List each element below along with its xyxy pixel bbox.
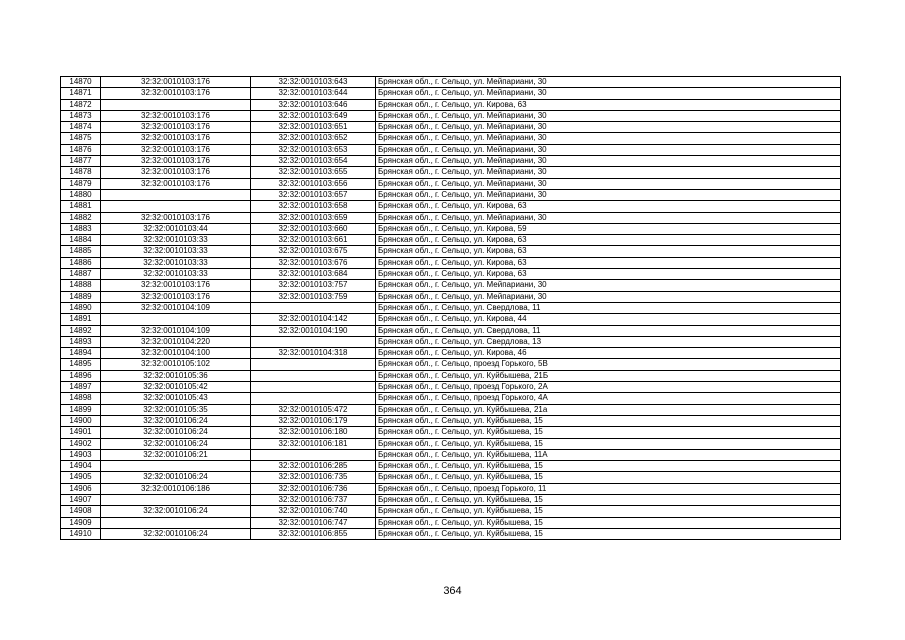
object-number-cell: 32:32:0010104:318 (251, 348, 376, 359)
address-cell: Брянская обл., г. Сельцо, ул. Мейпариани, 30 (376, 189, 841, 200)
row-number-cell: 14884 (61, 235, 101, 246)
table-row (61, 359, 841, 370)
table-row (61, 494, 841, 505)
object-number-cell: 32:32:0010103:659 (251, 212, 376, 223)
object-number-cell (251, 370, 376, 381)
table-row (61, 133, 841, 144)
object-number-cell: 32:32:0010105:472 (251, 404, 376, 415)
table-row (61, 110, 841, 121)
parcel-number-cell: 32:32:0010105:102 (101, 359, 251, 370)
object-number-cell (251, 359, 376, 370)
row-number-cell: 14899 (61, 404, 101, 415)
table-row (61, 314, 841, 325)
object-number-cell: 32:32:0010103:646 (251, 99, 376, 110)
object-number-cell (251, 302, 376, 313)
row-number-cell: 14876 (61, 144, 101, 155)
address-cell: Брянская обл., г. Сельцо, проезд Горького, 5В (376, 359, 841, 370)
table-row (61, 144, 841, 155)
table-row (61, 415, 841, 426)
object-number-cell: 32:32:0010103:655 (251, 167, 376, 178)
row-number-cell: 14888 (61, 280, 101, 291)
row-number-cell: 14882 (61, 212, 101, 223)
row-number-cell: 14887 (61, 269, 101, 280)
address-cell: Брянская обл., г. Сельцо, ул. Куйбышева, 15 (376, 506, 841, 517)
object-number-cell: 32:32:0010106:735 (251, 472, 376, 483)
object-number-cell (251, 382, 376, 393)
row-number-cell: 14874 (61, 122, 101, 133)
table-row (61, 156, 841, 167)
address-cell: Брянская обл., г. Сельцо, ул. Свердлова, 13 (376, 336, 841, 347)
row-number-cell: 14903 (61, 449, 101, 460)
address-cell: Брянская обл., г. Сельцо, ул. Кирова, 59 (376, 223, 841, 234)
row-number-cell: 14895 (61, 359, 101, 370)
parcel-number-cell: 32:32:0010103:33 (101, 269, 251, 280)
object-number-cell: 32:32:0010103:651 (251, 122, 376, 133)
address-cell: Брянская обл., г. Сельцо, ул. Куйбышева, 15 (376, 415, 841, 426)
table-row (61, 336, 841, 347)
address-cell: Брянская обл., г. Сельцо, ул. Мейпариани, 30 (376, 280, 841, 291)
object-number-cell: 32:32:0010106:181 (251, 438, 376, 449)
row-number-cell: 14892 (61, 325, 101, 336)
address-cell: Брянская обл., г. Сельцо, ул. Кирова, 46 (376, 348, 841, 359)
object-number-cell: 32:32:0010106:285 (251, 461, 376, 472)
registry-table-body (61, 77, 841, 540)
parcel-number-cell: 32:32:0010103:176 (101, 178, 251, 189)
row-number-cell: 14878 (61, 167, 101, 178)
table-row (61, 449, 841, 460)
table-row (61, 212, 841, 223)
row-number-cell: 14879 (61, 178, 101, 189)
address-cell: Брянская обл., г. Сельцо, ул. Куйбышева, 15 (376, 472, 841, 483)
address-cell: Брянская обл., г. Сельцо, ул. Кирова, 63 (376, 257, 841, 268)
row-number-cell: 14881 (61, 201, 101, 212)
parcel-number-cell: 32:32:0010106:24 (101, 506, 251, 517)
object-number-cell: 32:32:0010106:737 (251, 494, 376, 505)
table-row (61, 325, 841, 336)
table-row (61, 280, 841, 291)
parcel-number-cell: 32:32:0010103:176 (101, 167, 251, 178)
parcel-number-cell: 32:32:0010106:24 (101, 427, 251, 438)
table-row (61, 122, 841, 133)
address-cell: Брянская обл., г. Сельцо, ул. Кирова, 63 (376, 235, 841, 246)
row-number-cell: 14902 (61, 438, 101, 449)
row-number-cell: 14894 (61, 348, 101, 359)
address-cell: Брянская обл., г. Сельцо, ул. Мейпариани, 30 (376, 178, 841, 189)
object-number-cell: 32:32:0010104:190 (251, 325, 376, 336)
row-number-cell: 14885 (61, 246, 101, 257)
object-number-cell: 32:32:0010103:657 (251, 189, 376, 200)
address-cell: Брянская обл., г. Сельцо, ул. Мейпариани, 30 (376, 110, 841, 121)
object-number-cell: 32:32:0010106:180 (251, 427, 376, 438)
address-cell: Брянская обл., г. Сельцо, ул. Куйбышева, 11А (376, 449, 841, 460)
row-number-cell: 14906 (61, 483, 101, 494)
object-number-cell: 32:32:0010103:658 (251, 201, 376, 212)
parcel-number-cell (101, 99, 251, 110)
table-row (61, 427, 841, 438)
table-row (61, 404, 841, 415)
address-cell: Брянская обл., г. Сельцо, ул. Свердлова, 11 (376, 325, 841, 336)
table-row (61, 528, 841, 539)
parcel-number-cell: 32:32:0010106:24 (101, 415, 251, 426)
parcel-number-cell: 32:32:0010103:176 (101, 280, 251, 291)
object-number-cell: 32:32:0010103:759 (251, 291, 376, 302)
table-row (61, 393, 841, 404)
parcel-number-cell: 32:32:0010103:33 (101, 246, 251, 257)
table-row (61, 517, 841, 528)
table-row (61, 461, 841, 472)
object-number-cell (251, 393, 376, 404)
parcel-number-cell: 32:32:0010105:42 (101, 382, 251, 393)
object-number-cell: 32:32:0010103:643 (251, 77, 376, 88)
object-number-cell: 32:32:0010103:653 (251, 144, 376, 155)
table-row (61, 483, 841, 494)
object-number-cell: 32:32:0010103:684 (251, 269, 376, 280)
table-row (61, 370, 841, 381)
object-number-cell (251, 449, 376, 460)
table-row (61, 382, 841, 393)
table-row (61, 472, 841, 483)
table-row (61, 291, 841, 302)
table-row (61, 246, 841, 257)
row-number-cell: 14893 (61, 336, 101, 347)
parcel-number-cell: 32:32:0010104:220 (101, 336, 251, 347)
table-row (61, 257, 841, 268)
parcel-number-cell (101, 314, 251, 325)
row-number-cell: 14907 (61, 494, 101, 505)
row-number-cell: 14871 (61, 88, 101, 99)
parcel-number-cell (101, 201, 251, 212)
address-cell: Брянская обл., г. Сельцо, ул. Мейпариани, 30 (376, 212, 841, 223)
row-number-cell: 14877 (61, 156, 101, 167)
table-row (61, 201, 841, 212)
row-number-cell: 14900 (61, 415, 101, 426)
parcel-number-cell (101, 494, 251, 505)
row-number-cell: 14889 (61, 291, 101, 302)
address-cell: Брянская обл., г. Сельцо, ул. Мейпариани, 30 (376, 122, 841, 133)
registry-table (60, 76, 841, 540)
row-number-cell: 14891 (61, 314, 101, 325)
address-cell: Брянская обл., г. Сельцо, ул. Куйбышева, 15 (376, 517, 841, 528)
table-row (61, 99, 841, 110)
row-number-cell: 14898 (61, 393, 101, 404)
row-number-cell: 14905 (61, 472, 101, 483)
row-number-cell: 14897 (61, 382, 101, 393)
parcel-number-cell: 32:32:0010103:176 (101, 212, 251, 223)
address-cell: Брянская обл., г. Сельцо, ул. Мейпариани, 30 (376, 167, 841, 178)
object-number-cell: 32:32:0010103:676 (251, 257, 376, 268)
object-number-cell: 32:32:0010103:660 (251, 223, 376, 234)
row-number-cell: 14890 (61, 302, 101, 313)
parcel-number-cell: 32:32:0010103:176 (101, 144, 251, 155)
parcel-number-cell: 32:32:0010103:176 (101, 77, 251, 88)
row-number-cell: 14910 (61, 528, 101, 539)
object-number-cell: 32:32:0010103:675 (251, 246, 376, 257)
object-number-cell: 32:32:0010106:855 (251, 528, 376, 539)
table-row (61, 506, 841, 517)
address-cell: Брянская обл., г. Сельцо, ул. Куйбышева, 15 (376, 528, 841, 539)
address-cell: Брянская обл., г. Сельцо, ул. Мейпариани, 30 (376, 77, 841, 88)
parcel-number-cell: 32:32:0010104:109 (101, 325, 251, 336)
address-cell: Брянская обл., г. Сельцо, ул. Кирова, 44 (376, 314, 841, 325)
object-number-cell: 32:32:0010103:644 (251, 88, 376, 99)
parcel-number-cell: 32:32:0010106:24 (101, 528, 251, 539)
parcel-number-cell: 32:32:0010103:33 (101, 235, 251, 246)
table-row (61, 235, 841, 246)
address-cell: Брянская обл., г. Сельцо, ул. Куйбышева, 15 (376, 438, 841, 449)
parcel-number-cell: 32:32:0010103:176 (101, 122, 251, 133)
parcel-number-cell: 32:32:0010103:176 (101, 291, 251, 302)
object-number-cell: 32:32:0010106:736 (251, 483, 376, 494)
address-cell: Брянская обл., г. Сельцо, ул. Мейпариани, 30 (376, 133, 841, 144)
address-cell: Брянская обл., г. Сельцо, ул. Мейпариани, 30 (376, 88, 841, 99)
object-number-cell: 32:32:0010106:179 (251, 415, 376, 426)
parcel-number-cell: 32:32:0010103:176 (101, 88, 251, 99)
parcel-number-cell: 32:32:0010106:24 (101, 472, 251, 483)
row-number-cell: 14896 (61, 370, 101, 381)
object-number-cell: 32:32:0010103:656 (251, 178, 376, 189)
row-number-cell: 14875 (61, 133, 101, 144)
table-row (61, 269, 841, 280)
parcel-number-cell: 32:32:0010103:176 (101, 110, 251, 121)
row-number-cell: 14870 (61, 77, 101, 88)
address-cell: Брянская обл., г. Сельцо, проезд Горького, 4А (376, 393, 841, 404)
parcel-number-cell: 32:32:0010106:24 (101, 438, 251, 449)
row-number-cell: 14904 (61, 461, 101, 472)
table-row (61, 189, 841, 200)
parcel-number-cell (101, 517, 251, 528)
parcel-number-cell: 32:32:0010105:36 (101, 370, 251, 381)
object-number-cell: 32:32:0010106:747 (251, 517, 376, 528)
parcel-number-cell (101, 189, 251, 200)
object-number-cell: 32:32:0010103:654 (251, 156, 376, 167)
row-number-cell: 14873 (61, 110, 101, 121)
address-cell: Брянская обл., г. Сельцо, ул. Куйбышева, 15 (376, 427, 841, 438)
parcel-number-cell: 32:32:0010103:33 (101, 257, 251, 268)
parcel-number-cell: 32:32:0010106:186 (101, 483, 251, 494)
address-cell: Брянская обл., г. Сельцо, ул. Мейпариани, 30 (376, 144, 841, 155)
object-number-cell: 32:32:0010103:757 (251, 280, 376, 291)
parcel-number-cell: 32:32:0010104:100 (101, 348, 251, 359)
page-number: 364 (443, 585, 462, 597)
row-number-cell: 14909 (61, 517, 101, 528)
row-number-cell: 14901 (61, 427, 101, 438)
row-number-cell: 14886 (61, 257, 101, 268)
table-row (61, 77, 841, 88)
parcel-number-cell: 32:32:0010103:176 (101, 133, 251, 144)
address-cell: Брянская обл., г. Сельцо, ул. Мейпариани, 30 (376, 156, 841, 167)
table-row (61, 178, 841, 189)
address-cell: Брянская обл., г. Сельцо, ул. Куйбышева, 21а (376, 404, 841, 415)
object-number-cell: 32:32:0010103:661 (251, 235, 376, 246)
object-number-cell: 32:32:0010104:142 (251, 314, 376, 325)
table-row (61, 88, 841, 99)
row-number-cell: 14872 (61, 99, 101, 110)
table-row (61, 348, 841, 359)
object-number-cell: 32:32:0010106:740 (251, 506, 376, 517)
row-number-cell: 14908 (61, 506, 101, 517)
parcel-number-cell: 32:32:0010104:109 (101, 302, 251, 313)
parcel-number-cell: 32:32:0010105:43 (101, 393, 251, 404)
address-cell: Брянская обл., г. Сельцо, проезд Горького, 2А (376, 382, 841, 393)
row-number-cell: 14883 (61, 223, 101, 234)
table-row (61, 167, 841, 178)
address-cell: Брянская обл., г. Сельцо, ул. Кирова, 63 (376, 99, 841, 110)
object-number-cell: 32:32:0010103:652 (251, 133, 376, 144)
address-cell: Брянская обл., г. Сельцо, ул. Куйбышева, 15 (376, 494, 841, 505)
parcel-number-cell: 32:32:0010106:21 (101, 449, 251, 460)
parcel-number-cell: 32:32:0010103:176 (101, 156, 251, 167)
table-row (61, 223, 841, 234)
parcel-number-cell: 32:32:0010105:35 (101, 404, 251, 415)
parcel-number-cell: 32:32:0010103:44 (101, 223, 251, 234)
parcel-number-cell (101, 461, 251, 472)
address-cell: Брянская обл., г. Сельцо, проезд Горького, 11 (376, 483, 841, 494)
object-number-cell: 32:32:0010103:649 (251, 110, 376, 121)
address-cell: Брянская обл., г. Сельцо, ул. Мейпариани, 30 (376, 291, 841, 302)
row-number-cell: 14880 (61, 189, 101, 200)
object-number-cell (251, 336, 376, 347)
table-row (61, 302, 841, 313)
address-cell: Брянская обл., г. Сельцо, ул. Свердлова, 11 (376, 302, 841, 313)
address-cell: Брянская обл., г. Сельцо, ул. Кирова, 63 (376, 201, 841, 212)
address-cell: Брянская обл., г. Сельцо, ул. Куйбышева, 15 (376, 461, 841, 472)
table-row (61, 438, 841, 449)
address-cell: Брянская обл., г. Сельцо, ул. Куйбышева, 21Б (376, 370, 841, 381)
address-cell: Брянская обл., г. Сельцо, ул. Кирова, 63 (376, 269, 841, 280)
address-cell: Брянская обл., г. Сельцо, ул. Кирова, 63 (376, 246, 841, 257)
